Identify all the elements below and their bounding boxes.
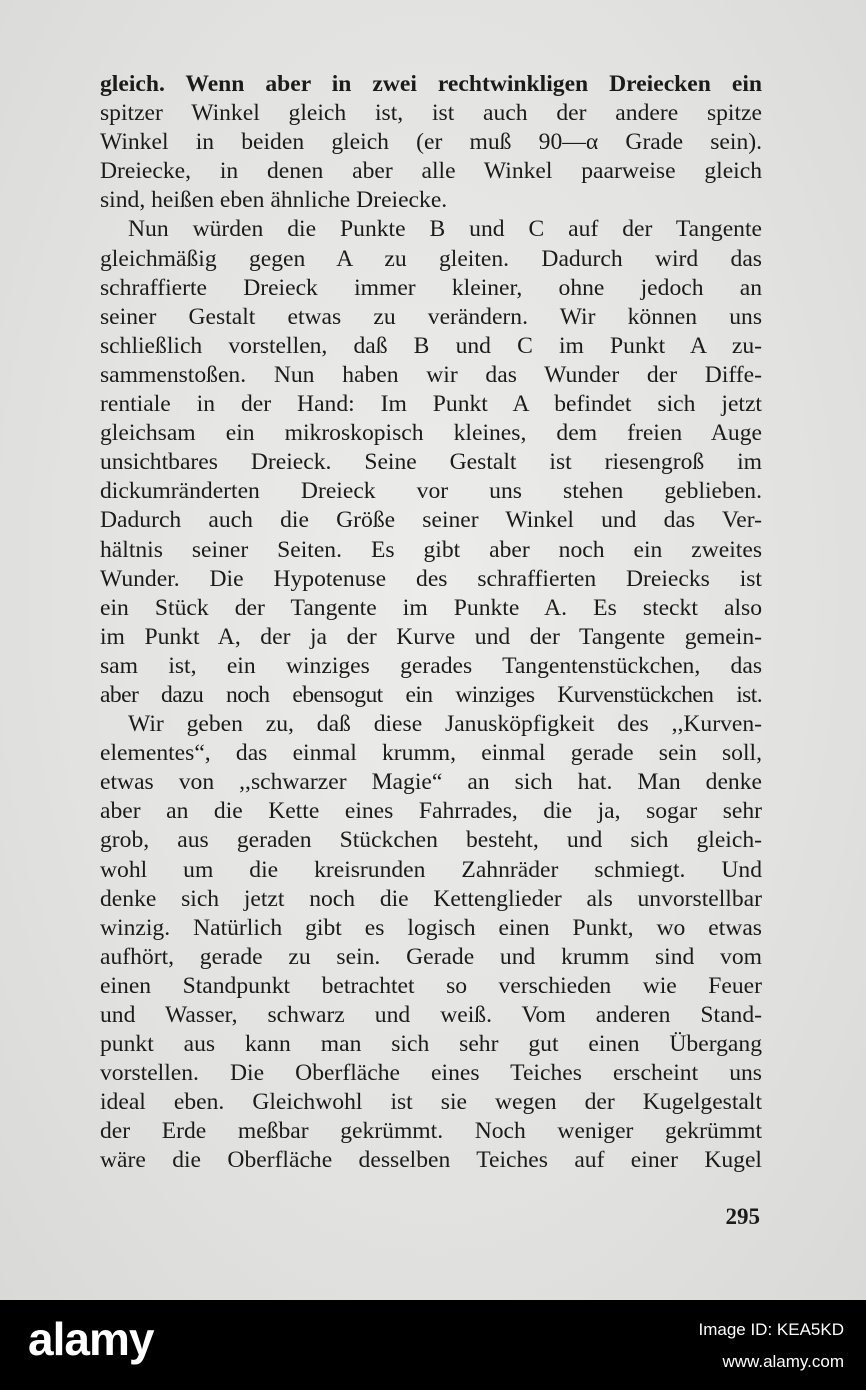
text-line: wohl um die kreisrunden Zahnräder schmiegt. Und xyxy=(100,856,762,883)
text-line: Dadurch auch die Größe seiner Winkel und das Ver- xyxy=(100,507,762,534)
text-line: aufhört, gerade zu sein. Gerade und krumm sind vom xyxy=(100,943,762,970)
text-line: hältnis seiner Seiten. Es gibt aber noch ein zweites xyxy=(100,536,762,563)
text-line: ein Stück der Tangente im Punkte A. Es steckt also xyxy=(100,594,762,621)
text-line: elementes“, das einmal krumm, einmal gerade sein soll, xyxy=(100,740,762,767)
text-line: aber dazu noch ebensogut ein winziges Kurvenstückchen ist. xyxy=(100,681,762,708)
text-line: unsichtbares Dreieck. Seine Gestalt ist riesengroß im xyxy=(100,449,762,476)
text-line: einen Standpunkt betrachtet so verschieden wie Feuer xyxy=(100,972,762,999)
text-line: gleichsam ein mikroskopisch kleines, dem freien Auge xyxy=(100,420,762,447)
text-line: sam ist, ein winziges gerades Tangentenstückchen, das xyxy=(100,652,762,679)
text-line: sammenstoßen. Nun haben wir das Wunder der Diffe- xyxy=(100,361,762,388)
text-line: punkt aus kann man sich sehr gut einen Übergang xyxy=(100,1031,762,1058)
text-line: ideal eben. Gleichwohl ist sie wegen der Kugelgestalt xyxy=(100,1089,762,1116)
brand-logo: alamy xyxy=(28,1313,154,1365)
text-line: aber an die Kette eines Fahrrades, die ja, sogar sehr xyxy=(100,798,762,825)
text-line: gleichmäßig gegen A zu gleiten. Dadurch wird das xyxy=(100,245,762,272)
text-line: winzig. Natürlich gibt es logisch einen Punkt, wo etwas xyxy=(100,914,762,941)
text-line: gleich. Wenn aber in zwei rechtwinkligen Dreiecken ein xyxy=(100,71,762,97)
text-line: seiner Gestalt etwas zu verändern. Wir können uns xyxy=(100,303,762,330)
text-line: Wunder. Die Hypotenuse des schraffierten Dreiecks ist xyxy=(100,565,762,592)
text-line: rentiale in der Hand: Im Punkt A befindet sich jetzt xyxy=(100,391,762,418)
site-url: www.alamy.com xyxy=(722,1352,844,1371)
text-line: denke sich jetzt noch die Kettenglieder als unvorstellbar xyxy=(100,885,762,912)
text-line: schraffierte Dreieck immer kleiner, ohne jedoch an xyxy=(100,274,762,301)
text-line: etwas von ,,schwarzer Magie“ an sich hat. Man denke xyxy=(100,769,762,796)
text-line: im Punkt A, der ja der Kurve und der Tangente gemein- xyxy=(100,623,762,650)
text-line: Dreiecke, in denen aber alle Winkel paarweise gleich xyxy=(100,158,762,185)
text-line: wäre die Oberfläche desselben Teiches auf einer Kugel xyxy=(100,1147,762,1174)
text-line: dickumränderten Dreieck vor uns stehen geblieben. xyxy=(100,478,762,505)
image-id: Image ID: KEA5KD xyxy=(698,1320,844,1339)
text-line: vorstellen. Die Oberfläche eines Teiches erscheint uns xyxy=(100,1060,762,1087)
text-line: schließlich vorstellen, daß B und C im Punkt A zu- xyxy=(100,332,762,359)
text-line: grob, aus geraden Stückchen besteht, und sich gleich- xyxy=(100,827,762,854)
body-text xyxy=(100,70,762,1176)
text-line: Nun würden die Punkte B und C auf der Tangente xyxy=(128,216,762,243)
text-line: sind, heißen eben ähnliche Dreiecke. xyxy=(100,187,448,214)
text-line: der Erde meßbar gekrümmt. Noch weniger gekrümmt xyxy=(100,1118,762,1145)
text-line: und Wasser, schwarz und weiß. Vom anderen Stand- xyxy=(100,1002,762,1028)
stock-footer xyxy=(0,1300,866,1390)
text-line: spitzer Winkel gleich ist, ist auch der andere spitze xyxy=(100,100,762,127)
text-line: Wir geben zu, daß diese Janusköpfigkeit des ,,Kurven- xyxy=(128,711,762,738)
text-line: Winkel in beiden gleich (er muß 90—α Grade sein). xyxy=(100,129,762,156)
page-number: 295 xyxy=(725,1204,760,1229)
